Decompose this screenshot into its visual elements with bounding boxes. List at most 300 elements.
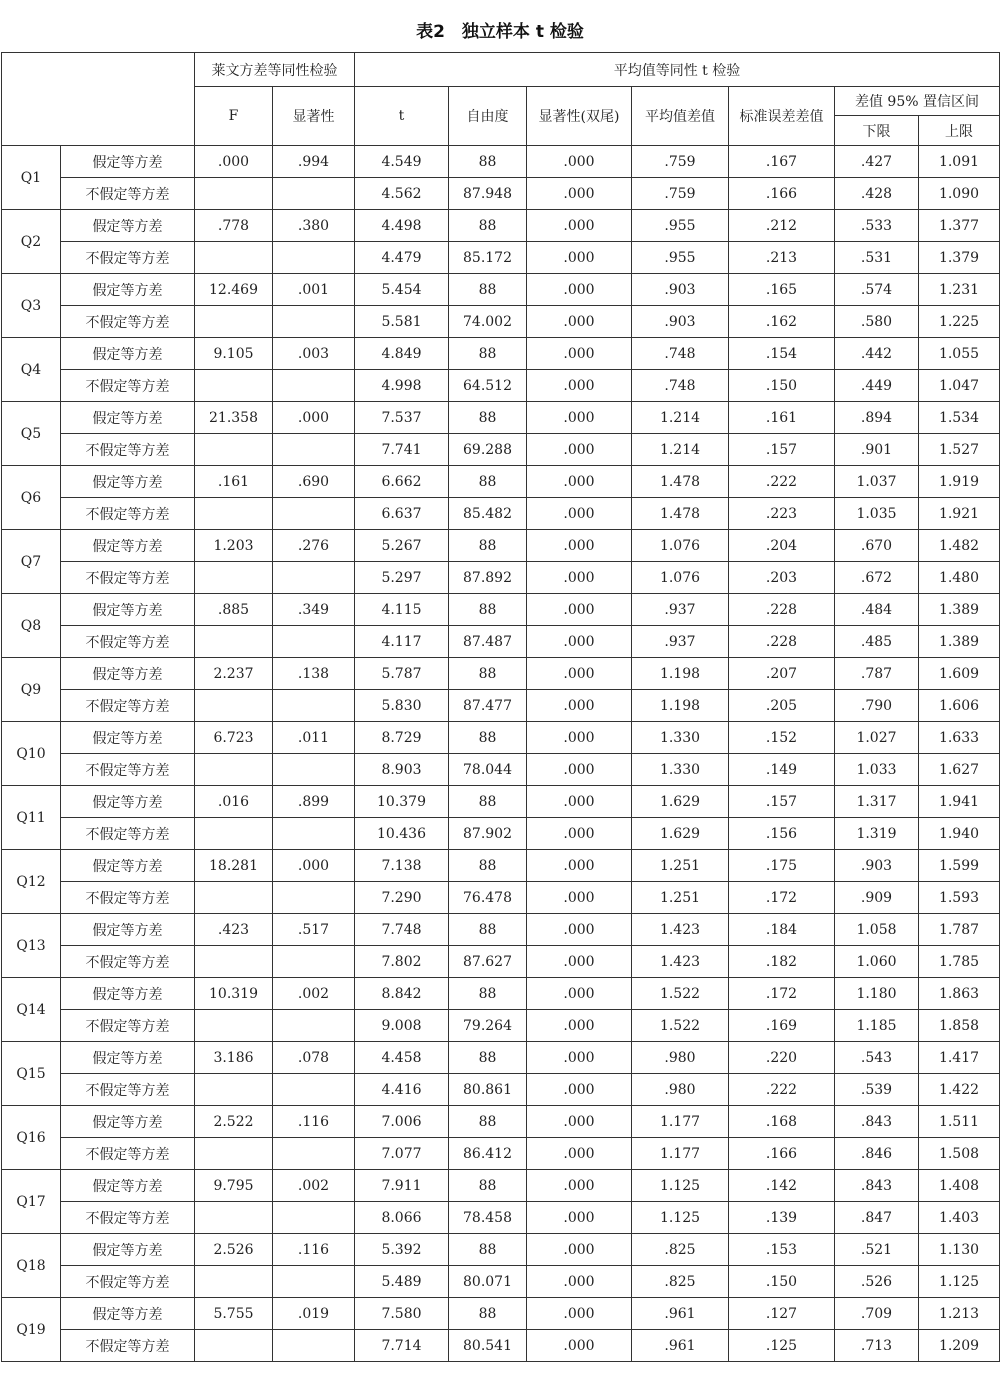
f-value [195, 498, 273, 530]
t-value: 4.562 [355, 178, 449, 210]
question-label: Q18 [2, 1234, 61, 1298]
se-diff-value: .205 [729, 690, 835, 722]
sig-header: 显著性 [273, 87, 355, 146]
df-value: 79.264 [449, 1010, 527, 1042]
f-value: 9.105 [195, 338, 273, 370]
mean-diff-value: 1.423 [632, 946, 729, 978]
unequal-variance-label: 不假定等方差 [61, 818, 195, 850]
equal-variance-label: 假定等方差 [61, 274, 195, 306]
se-diff-value: .207 [729, 658, 835, 690]
df-header: 自由度 [449, 87, 527, 146]
mean-diff-value: .955 [632, 242, 729, 274]
sig-value [273, 690, 355, 722]
sig2-value: .000 [527, 402, 632, 434]
t-value: 4.998 [355, 370, 449, 402]
ci-lower-value: 1.027 [835, 722, 919, 754]
se-diff-value: .175 [729, 850, 835, 882]
f-value: .423 [195, 914, 273, 946]
equal-variance-label: 假定等方差 [61, 466, 195, 498]
ttest-group-header: 平均值等同性 t 检验 [355, 53, 1000, 87]
mean-diff-value: .825 [632, 1266, 729, 1298]
table-row [2, 530, 1000, 562]
ci-lower-value: .901 [835, 434, 919, 466]
se-diff-value: .222 [729, 466, 835, 498]
mean-diff-value: .825 [632, 1234, 729, 1266]
ci-upper-value: 1.785 [919, 946, 1000, 978]
table-row [2, 210, 1000, 242]
sig2-value: .000 [527, 914, 632, 946]
equal-variance-label: 假定等方差 [61, 1298, 195, 1330]
t-value: 5.297 [355, 562, 449, 594]
mean-diff-value: .748 [632, 338, 729, 370]
df-value: 87.627 [449, 946, 527, 978]
t-value: 4.549 [355, 146, 449, 178]
ci-upper-value: 1.130 [919, 1234, 1000, 1266]
f-value [195, 242, 273, 274]
table-row [2, 978, 1000, 1010]
t-value: 8.729 [355, 722, 449, 754]
t-value: 5.392 [355, 1234, 449, 1266]
se-diff-value: .182 [729, 946, 835, 978]
df-value: 88 [449, 530, 527, 562]
sig2-value: .000 [527, 1298, 632, 1330]
df-value: 80.071 [449, 1266, 527, 1298]
sig2-value: .000 [527, 786, 632, 818]
f-value: .000 [195, 146, 273, 178]
ci-upper-value: 1.225 [919, 306, 1000, 338]
f-value [195, 882, 273, 914]
t-header: t [355, 87, 449, 146]
t-value: 4.458 [355, 1042, 449, 1074]
table-row [2, 274, 1000, 306]
sig2-value: .000 [527, 690, 632, 722]
se-diff-value: .153 [729, 1234, 835, 1266]
table-row [2, 626, 1000, 658]
ci-lower-value: 1.058 [835, 914, 919, 946]
sig-value [273, 242, 355, 274]
question-label: Q13 [2, 914, 61, 978]
f-value: 2.522 [195, 1106, 273, 1138]
table-row [2, 242, 1000, 274]
table-row [2, 1042, 1000, 1074]
sig2-value: .000 [527, 1170, 632, 1202]
sig2-value: .000 [527, 1042, 632, 1074]
ci-upper-value: 1.480 [919, 562, 1000, 594]
t-value: 7.911 [355, 1170, 449, 1202]
se-diff-value: .166 [729, 178, 835, 210]
sig-value: .078 [273, 1042, 355, 1074]
f-value: .778 [195, 210, 273, 242]
se-diff-value: .220 [729, 1042, 835, 1074]
question-label: Q11 [2, 786, 61, 850]
df-value: 88 [449, 1170, 527, 1202]
lower-header: 下限 [835, 116, 919, 146]
df-value: 87.487 [449, 626, 527, 658]
mean-diff-value: 1.330 [632, 722, 729, 754]
se-diff-value: .165 [729, 274, 835, 306]
t-value: 7.714 [355, 1330, 449, 1362]
sig2-value: .000 [527, 1074, 632, 1106]
ci-upper-value: 1.606 [919, 690, 1000, 722]
ci-lower-value: .843 [835, 1106, 919, 1138]
table-row [2, 306, 1000, 338]
ci-upper-value: 1.422 [919, 1074, 1000, 1106]
df-value: 87.477 [449, 690, 527, 722]
unequal-variance-label: 不假定等方差 [61, 434, 195, 466]
t-value: 9.008 [355, 1010, 449, 1042]
ci-upper-value: 1.379 [919, 242, 1000, 274]
mean-diff-value: .903 [632, 306, 729, 338]
table-row [2, 1074, 1000, 1106]
f-value [195, 1330, 273, 1362]
table-row [2, 946, 1000, 978]
ci-upper-value: 1.231 [919, 274, 1000, 306]
ci-lower-value: .846 [835, 1138, 919, 1170]
df-value: 76.478 [449, 882, 527, 914]
equal-variance-label: 假定等方差 [61, 402, 195, 434]
ci-lower-value: .894 [835, 402, 919, 434]
mean-diff-value: 1.251 [632, 850, 729, 882]
f-header: F [195, 87, 273, 146]
se-diff-value: .152 [729, 722, 835, 754]
ci-lower-value: .909 [835, 882, 919, 914]
unequal-variance-label: 不假定等方差 [61, 1330, 195, 1362]
df-value: 87.892 [449, 562, 527, 594]
f-value: 1.203 [195, 530, 273, 562]
table-row [2, 1170, 1000, 1202]
se-diff-value: .156 [729, 818, 835, 850]
sig-value: .001 [273, 274, 355, 306]
sig-value [273, 498, 355, 530]
ci-upper-value: 1.534 [919, 402, 1000, 434]
question-label: Q2 [2, 210, 61, 274]
df-value: 85.482 [449, 498, 527, 530]
f-value: 12.469 [195, 274, 273, 306]
df-value: 88 [449, 722, 527, 754]
unequal-variance-label: 不假定等方差 [61, 242, 195, 274]
sig-value [273, 754, 355, 786]
table-row [2, 1330, 1000, 1362]
sig2-value: .000 [527, 1010, 632, 1042]
unequal-variance-label: 不假定等方差 [61, 754, 195, 786]
ci-lower-value: .533 [835, 210, 919, 242]
t-value: 7.077 [355, 1138, 449, 1170]
sig2-header: 显著性(双尾) [527, 87, 632, 146]
question-label: Q19 [2, 1298, 61, 1362]
t-value: 7.290 [355, 882, 449, 914]
se-diff-value: .157 [729, 434, 835, 466]
f-value [195, 1202, 273, 1234]
ci-upper-value: 1.863 [919, 978, 1000, 1010]
table-row [2, 594, 1000, 626]
mean-diff-value: .759 [632, 146, 729, 178]
sig2-value: .000 [527, 978, 632, 1010]
question-label: Q17 [2, 1170, 61, 1234]
sig-value [273, 434, 355, 466]
mean-diff-value: 1.522 [632, 978, 729, 1010]
se-diff-value: .222 [729, 1074, 835, 1106]
sig-value [273, 882, 355, 914]
equal-variance-label: 假定等方差 [61, 146, 195, 178]
equal-variance-label: 假定等方差 [61, 850, 195, 882]
se-diff-value: .184 [729, 914, 835, 946]
se-diff-value: .139 [729, 1202, 835, 1234]
ci-lower-value: .543 [835, 1042, 919, 1074]
question-label: Q4 [2, 338, 61, 402]
unequal-variance-label: 不假定等方差 [61, 882, 195, 914]
mean-diff-value: .759 [632, 178, 729, 210]
ci-upper-value: 1.633 [919, 722, 1000, 754]
equal-variance-label: 假定等方差 [61, 1170, 195, 1202]
sig2-value: .000 [527, 754, 632, 786]
ci-lower-value: .442 [835, 338, 919, 370]
f-value [195, 178, 273, 210]
se-diff-value: .127 [729, 1298, 835, 1330]
mean-diff-value: 1.076 [632, 562, 729, 594]
ci-lower-value: .526 [835, 1266, 919, 1298]
mean-diff-value: 1.251 [632, 882, 729, 914]
sig-value: .011 [273, 722, 355, 754]
ci-upper-value: 1.090 [919, 178, 1000, 210]
sig2-value: .000 [527, 466, 632, 498]
f-value [195, 306, 273, 338]
sig2-value: .000 [527, 274, 632, 306]
df-value: 88 [449, 786, 527, 818]
ci-lower-value: 1.060 [835, 946, 919, 978]
mean-diff-value: .937 [632, 626, 729, 658]
t-value: 5.267 [355, 530, 449, 562]
f-value [195, 1138, 273, 1170]
sig2-value: .000 [527, 658, 632, 690]
f-value [195, 626, 273, 658]
mean-diff-value: 1.198 [632, 658, 729, 690]
mean-diff-value: 1.423 [632, 914, 729, 946]
df-value: 85.172 [449, 242, 527, 274]
equal-variance-label: 假定等方差 [61, 338, 195, 370]
t-value: 4.115 [355, 594, 449, 626]
sig2-value: .000 [527, 178, 632, 210]
f-value: 3.186 [195, 1042, 273, 1074]
unequal-variance-label: 不假定等方差 [61, 1074, 195, 1106]
ci-upper-value: 1.408 [919, 1170, 1000, 1202]
table-row [2, 786, 1000, 818]
table-row [2, 402, 1000, 434]
sig2-value: .000 [527, 626, 632, 658]
se-diff-value: .150 [729, 370, 835, 402]
table-row [2, 338, 1000, 370]
ci-upper-value: 1.389 [919, 626, 1000, 658]
unequal-variance-label: 不假定等方差 [61, 1010, 195, 1042]
se-diff-value: .150 [729, 1266, 835, 1298]
unequal-variance-label: 不假定等方差 [61, 306, 195, 338]
t-value: 6.662 [355, 466, 449, 498]
se-diff-value: .154 [729, 338, 835, 370]
ci-upper-value: 1.213 [919, 1298, 1000, 1330]
ci-lower-value: .449 [835, 370, 919, 402]
table-row [2, 658, 1000, 690]
table-row [2, 498, 1000, 530]
df-value: 80.541 [449, 1330, 527, 1362]
ci-lower-value: 1.033 [835, 754, 919, 786]
equal-variance-label: 假定等方差 [61, 1106, 195, 1138]
t-value: 5.454 [355, 274, 449, 306]
sig2-value: .000 [527, 242, 632, 274]
sig2-value: .000 [527, 498, 632, 530]
table-row [2, 370, 1000, 402]
se-diff-value: .169 [729, 1010, 835, 1042]
sig2-value: .000 [527, 146, 632, 178]
se-diff-value: .213 [729, 242, 835, 274]
question-label: Q6 [2, 466, 61, 530]
df-value: 74.002 [449, 306, 527, 338]
sig2-value: .000 [527, 370, 632, 402]
mean-diff-value: 1.330 [632, 754, 729, 786]
sig2-value: .000 [527, 434, 632, 466]
sig-value: .349 [273, 594, 355, 626]
df-value: 87.948 [449, 178, 527, 210]
question-label: Q5 [2, 402, 61, 466]
table-row [2, 1298, 1000, 1330]
mean-diff-value: 1.076 [632, 530, 729, 562]
f-value [195, 370, 273, 402]
sig-value: .138 [273, 658, 355, 690]
t-value: 4.849 [355, 338, 449, 370]
mean-diff-value: 1.629 [632, 818, 729, 850]
ci-lower-value: .485 [835, 626, 919, 658]
corner-cell [2, 53, 195, 146]
sig-value: .380 [273, 210, 355, 242]
t-value: 8.903 [355, 754, 449, 786]
se-diff-value: .166 [729, 1138, 835, 1170]
ci-lower-value: .790 [835, 690, 919, 722]
sig-value: .517 [273, 914, 355, 946]
ci-upper-value: 1.511 [919, 1106, 1000, 1138]
equal-variance-label: 假定等方差 [61, 722, 195, 754]
f-value [195, 1010, 273, 1042]
sig-value [273, 178, 355, 210]
sig2-value: .000 [527, 1202, 632, 1234]
table-row [2, 914, 1000, 946]
ci-upper-value: 1.609 [919, 658, 1000, 690]
equal-variance-label: 假定等方差 [61, 594, 195, 626]
se-diff-value: .157 [729, 786, 835, 818]
sig2-value: .000 [527, 562, 632, 594]
ci-upper-value: 1.403 [919, 1202, 1000, 1234]
f-value: 21.358 [195, 402, 273, 434]
sig2-value: .000 [527, 306, 632, 338]
f-value [195, 434, 273, 466]
question-label: Q1 [2, 146, 61, 210]
sig-value [273, 818, 355, 850]
unequal-variance-label: 不假定等方差 [61, 498, 195, 530]
df-value: 88 [449, 594, 527, 626]
question-label: Q9 [2, 658, 61, 722]
f-value: 5.755 [195, 1298, 273, 1330]
ci-upper-value: 1.508 [919, 1138, 1000, 1170]
sig2-value: .000 [527, 338, 632, 370]
sig-value [273, 946, 355, 978]
ci-upper-value: 1.209 [919, 1330, 1000, 1362]
mean-diff-value: .961 [632, 1298, 729, 1330]
mean-diff-value: 1.522 [632, 1010, 729, 1042]
df-value: 88 [449, 914, 527, 946]
sig2-value: .000 [527, 850, 632, 882]
sig2-value: .000 [527, 882, 632, 914]
sig2-value: .000 [527, 1138, 632, 1170]
df-value: 64.512 [449, 370, 527, 402]
se-diff-value: .172 [729, 978, 835, 1010]
table-row [2, 882, 1000, 914]
t-value: 7.537 [355, 402, 449, 434]
ci-lower-value: 1.317 [835, 786, 919, 818]
se-diff-value: .203 [729, 562, 835, 594]
table-body [2, 146, 1000, 1362]
table-row [2, 722, 1000, 754]
ci-upper-value: 1.858 [919, 1010, 1000, 1042]
mean-diff-value: 1.478 [632, 466, 729, 498]
equal-variance-label: 假定等方差 [61, 1042, 195, 1074]
ci-upper-value: 1.091 [919, 146, 1000, 178]
sig2-value: .000 [527, 594, 632, 626]
mean-diff-value: 1.177 [632, 1138, 729, 1170]
df-value: 88 [449, 1234, 527, 1266]
sig2-value: .000 [527, 722, 632, 754]
unequal-variance-label: 不假定等方差 [61, 690, 195, 722]
f-value: 6.723 [195, 722, 273, 754]
ci-lower-value: .521 [835, 1234, 919, 1266]
ci-lower-value: .672 [835, 562, 919, 594]
ci-lower-value: .713 [835, 1330, 919, 1362]
table-row [2, 818, 1000, 850]
df-value: 69.288 [449, 434, 527, 466]
t-value: 4.479 [355, 242, 449, 274]
table-row [2, 850, 1000, 882]
mean-diff-value: .980 [632, 1042, 729, 1074]
df-value: 88 [449, 1042, 527, 1074]
ci-upper-value: 1.593 [919, 882, 1000, 914]
sig-value: .276 [273, 530, 355, 562]
sig-value [273, 1074, 355, 1106]
unequal-variance-label: 不假定等方差 [61, 178, 195, 210]
sig-value: .002 [273, 1170, 355, 1202]
mean-diff-value: 1.177 [632, 1106, 729, 1138]
question-label: Q3 [2, 274, 61, 338]
ci-upper-value: 1.627 [919, 754, 1000, 786]
ci-lower-value: .847 [835, 1202, 919, 1234]
df-value: 78.458 [449, 1202, 527, 1234]
ci-upper-value: 1.377 [919, 210, 1000, 242]
f-value [195, 690, 273, 722]
unequal-variance-label: 不假定等方差 [61, 626, 195, 658]
sig2-value: .000 [527, 818, 632, 850]
equal-variance-label: 假定等方差 [61, 1234, 195, 1266]
sig-value [273, 1266, 355, 1298]
mean-diff-value: 1.478 [632, 498, 729, 530]
sig-value [273, 562, 355, 594]
unequal-variance-label: 不假定等方差 [61, 562, 195, 594]
t-value: 4.416 [355, 1074, 449, 1106]
df-value: 88 [449, 210, 527, 242]
t-value: 8.066 [355, 1202, 449, 1234]
t-value: 7.741 [355, 434, 449, 466]
table-row [2, 178, 1000, 210]
sig-value [273, 1202, 355, 1234]
sig-value: .019 [273, 1298, 355, 1330]
equal-variance-label: 假定等方差 [61, 210, 195, 242]
df-value: 87.902 [449, 818, 527, 850]
sig2-value: .000 [527, 1106, 632, 1138]
t-value: 4.117 [355, 626, 449, 658]
